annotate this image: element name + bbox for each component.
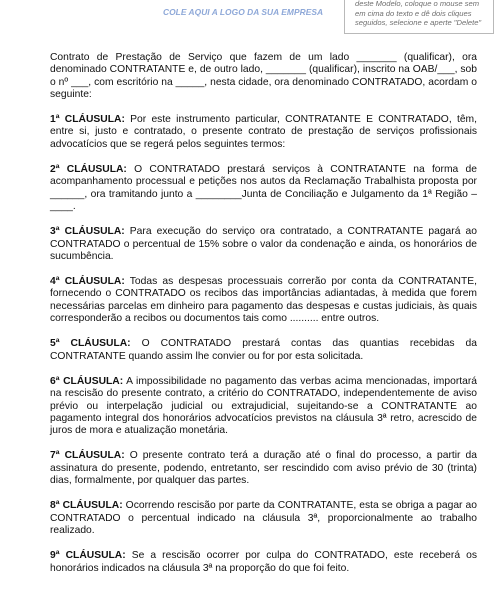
help-note-box: deste Modelo, coloque o mouse sem em cima do texto e dê dois cliques seguidos, selecione e aperte "Delete" bbox=[344, 0, 494, 34]
clause-text: O presente contrato terá a duração até o final do processo, a partir da assinatura do presente, podendo, entretanto, ser rescindido com aviso prévio de 30 (trinta) dias, formalmente, por qualquer das partes. bbox=[50, 450, 477, 487]
clause-text: O CONTRATADO prestará contas das quantias recebidas da CONTRATANTE quando assim lhe convier ou for por esta solicitada. bbox=[50, 338, 477, 362]
clause-label: 5ª CLÁUSULA: bbox=[50, 338, 131, 350]
clause-3 bbox=[50, 226, 477, 263]
clause-4 bbox=[50, 276, 477, 325]
clause-6 bbox=[50, 376, 477, 437]
contract-intro: Contrato de Prestação de Serviço que fazem de um lado _______ (qualificar), ora denominado CONTRATANTE e, de outro lado, _______ (qualificar), inscrito na OAB/___, sob o nº ___, com escritório na _____, nesta cidade, ora denominado CONTRATADO, acordam o seguinte: bbox=[50, 52, 477, 100]
clause-label: 9ª CLÁUSULA: bbox=[50, 550, 126, 562]
clause-text: Por este instrumento particular, CONTRATANTE E CONTRATADO, têm, entre si, justo e contratado, o presente contrato de prestação de serviços profissionais advocatícios que se regerá pelos seguintes termos: bbox=[50, 114, 477, 150]
logo-placeholder[interactable]: COLE AQUI A LOGO DA SUA EMPRESA bbox=[163, 7, 324, 17]
clause-5 bbox=[50, 338, 477, 363]
clause-label: 4ª CLÁUSULA: bbox=[50, 276, 125, 288]
clause-2 bbox=[50, 164, 477, 213]
clause-label: 8ª CLÁUSULA: bbox=[50, 500, 123, 512]
clause-text: Se a rescisão ocorrer por culpa do CONTRATADO, este receberá os honorários indicados na cláusula 3ª na proporção do que foi feito. bbox=[50, 550, 477, 574]
clause-text: Ocorrendo rescisão por parte da CONTRATANTE, esta se obriga a pagar ao CONTRATADO o percentual indicado na cláusula 3ª, proporcionalmente ao trabalho realizado. bbox=[50, 500, 477, 536]
clause-label: 1ª CLÁUSULA: bbox=[50, 114, 125, 126]
clause-label: 3ª CLÁUSULA: bbox=[50, 226, 125, 238]
contract-body bbox=[50, 52, 477, 588]
clause-label: 2ª CLÁUSULA: bbox=[50, 164, 127, 176]
clause-text: O CONTRATADO prestará serviços à CONTRATANTE na forma de acompanhamento processual e petições nos autos da Reclamação Trabalhista proposta por ______, ora tramitando junto a ________Junta de Conciliação e Julgamento da 1ª Região – ____. bbox=[50, 164, 477, 212]
clause-text: A impossibilidade no pagamento das verbas acima mencionadas, importará na rescisão do presente contrato, a critério do CONTRATADO, independentemente de aviso prévio ou interpelação judicial ou extrajudicial, sujeitando-se a CONTRATANTE ao pagamento integral dos honorários advocatícios previstos na cláusula 3ª retro, acrescido de juros de mora e atualização monetária. bbox=[50, 375, 477, 437]
clause-7 bbox=[50, 450, 477, 487]
clause-label: 7ª CLÁUSULA: bbox=[50, 450, 125, 462]
clause-label: 6ª CLÁUSULA: bbox=[50, 375, 124, 387]
clause-1 bbox=[50, 114, 477, 151]
clause-text: Todas as despesas processuais correrão por conta da CONTRATANTE, fornecendo o CONTRATADO os recibos das importâncias adiantadas, à medida que forem necessárias parcelas em dinheiro para pagamento das despesas e custas judiciais, às quais corresponderão a recibos ou documentos tais como .......... entre outros. bbox=[50, 276, 477, 325]
clause-text: Para execução do serviço ora contratado, a CONTRATANTE pagará ao CONTRATADO o percentual de 15% sobre o valor da condenação e ainda, os honorários de sucumbência. bbox=[50, 226, 477, 262]
clause-8 bbox=[50, 500, 477, 537]
clause-9 bbox=[50, 550, 477, 575]
